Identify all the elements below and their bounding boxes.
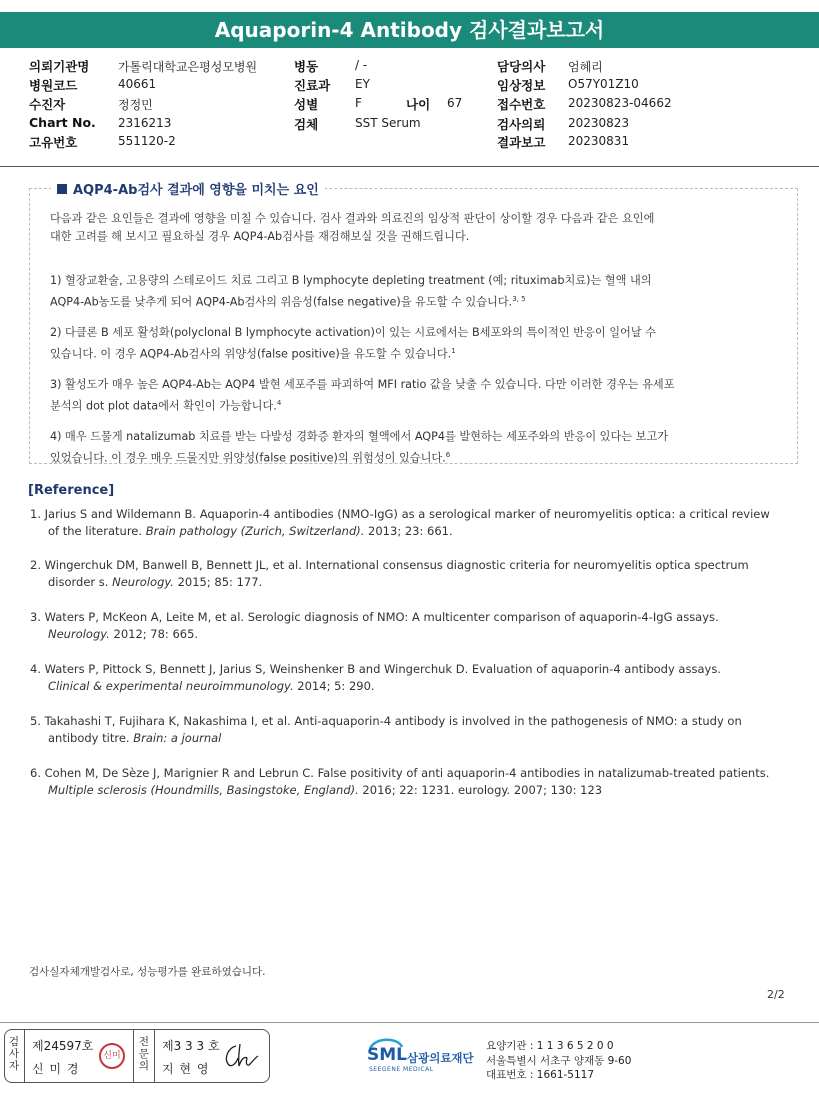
reference-tail: 2012; 78: 665. xyxy=(109,627,199,641)
reference-journal: Brain: a journal xyxy=(133,731,222,745)
specialist-license: 제3 3 3 호 xyxy=(162,1039,220,1053)
reference-item xyxy=(30,661,800,695)
header-label: 고유번호 xyxy=(29,135,78,150)
header-value: 2316213 xyxy=(118,116,172,130)
stamp-label-char: 사 xyxy=(8,1048,20,1060)
header-value: 20230823-04662 xyxy=(568,96,672,110)
sml-brand: SML xyxy=(367,1045,407,1065)
factor-line xyxy=(50,446,790,468)
reference-source xyxy=(30,523,800,540)
institution-address: 서울특별시 서초구 양재동 9-60 xyxy=(486,1055,632,1067)
factor-line xyxy=(50,428,790,446)
factor-line xyxy=(50,272,790,290)
header-value: 40661 xyxy=(118,77,157,91)
reference-tail: 2015; 85: 177. xyxy=(173,575,263,589)
factor-line xyxy=(50,290,790,312)
reference-tail: 2016; 22: 1231. eurology. 2007; 130: 123 xyxy=(358,783,603,797)
sml-subtext: SEEGENE MEDICAL xyxy=(369,1066,434,1073)
tester-seal: 신미 xyxy=(99,1043,125,1069)
specialist-name: 지 현 영 xyxy=(162,1062,210,1076)
reference-source xyxy=(30,782,800,799)
header-value: 551120-2 xyxy=(118,134,176,148)
reference-journal: Brain pathology (Zurich, Switzerland). xyxy=(145,524,365,538)
intro-line: 다음과 같은 요인들은 결과에 영향을 미칠 수 있습니다. 검사 결과와 의료진의 임상적 판단이 상이할 경우 다음과 같은 요인에 xyxy=(50,212,655,225)
page-number: 2/2 xyxy=(767,988,785,1001)
header-label: 병원코드 xyxy=(29,78,78,93)
header-label: 접수번호 xyxy=(497,97,546,112)
header-value: / - xyxy=(355,58,368,72)
age-value: 67 xyxy=(447,96,463,110)
tester-license: 제24597호 xyxy=(32,1039,94,1053)
factor-text: 2) 다클론 B 세포 활성화(polyclonal B lymphocyte activation)이 있는 시료에서는 B세포와의 특이적인 반응이 일어날 수 xyxy=(50,326,656,339)
age-label: 나이 xyxy=(406,97,431,112)
reference-item xyxy=(30,713,800,747)
square-bullet-icon xyxy=(57,184,67,194)
stamp-divider xyxy=(154,1029,155,1082)
specialist-label xyxy=(137,1036,151,1072)
header-label: 의뢰기관명 xyxy=(29,59,90,74)
stamp-divider xyxy=(24,1029,25,1082)
header-divider xyxy=(0,166,819,167)
reference-item xyxy=(30,557,800,591)
reference-line: 2. Wingerchuk DM, Banwell B, Bennett JL, et al. International consensus diagnostic criteria for neuromyelitis optica spectrum xyxy=(30,558,749,572)
institution-phone: 대표번호 : 1661-5117 xyxy=(486,1069,595,1081)
performance-note: 검사실자체개발검사로, 성능평가를 완료하였습니다. xyxy=(29,966,266,978)
header-label: 수진자 xyxy=(29,97,66,112)
header-label: 성별 xyxy=(294,97,319,112)
reference-journal: Neurology. xyxy=(112,575,174,589)
reference-tail: 2014; 5: 290. xyxy=(293,679,375,693)
reference-line: 1. Jarius S and Wildemann B. Aquaporin-4 antibodies (NMO-IgG) as a serological marker of neuromyelitis optica: a critical review xyxy=(30,507,770,521)
footer-divider xyxy=(0,1022,819,1023)
stamp-label-char: 자 xyxy=(8,1060,20,1072)
header-label: 검체 xyxy=(294,117,319,132)
reference-line: 4. Waters P, Pittock S, Bennett J, Jarius S, Weinshenker B and Wingerchuk D. Evaluation of aquaporin-4 antibody assays. xyxy=(30,662,721,676)
factor-text: 1) 혈장교환술, 고용량의 스테로이드 치료 그리고 B lymphocyte depleting treatment (예; rituximab치료)는 혈액 내의 xyxy=(50,274,652,287)
header-value: 정정민 xyxy=(118,98,153,112)
reference-line: 6. Cohen M, De Sèze J, Marignier R and Lebrun C. False positivity of anti aquaporin-4 antibodies in natalizumab-treated patients. xyxy=(30,766,770,780)
intro-line: 대한 고려를 해 보시고 필요하실 경우 AQP4-Ab검사를 재검해보실 것을 권해드립니다. xyxy=(50,230,470,243)
header-label: 담당의사 xyxy=(497,59,546,74)
factor-text: 분석의 dot plot data에서 확인이 가능합니다. xyxy=(50,399,277,413)
header-label: 임상정보 xyxy=(497,78,546,93)
reference-item xyxy=(30,506,800,540)
factors-heading: AQP4-Ab검사 결과에 영향을 미치는 요인 xyxy=(51,179,325,198)
reference-source xyxy=(30,626,800,643)
reference-cont: disorder s. xyxy=(48,575,113,589)
reference-journal: Neurology. xyxy=(48,627,110,641)
factor-text: 있습니다. 이 경우 AQP4-Ab검사의 위양성(false positive)을 유도할 수 있습니다. xyxy=(50,347,452,361)
reference-journal: Multiple sclerosis (Houndmills, Basingstoke, England). xyxy=(48,783,359,797)
stamp-divider xyxy=(133,1029,134,1082)
reference-source xyxy=(30,730,800,747)
factor-line xyxy=(50,394,790,416)
reference-item xyxy=(30,609,800,643)
specialist-signature xyxy=(222,1040,260,1070)
header-value: 엄혜리 xyxy=(568,60,603,74)
reference-tail: 2013; 23: 661. xyxy=(364,524,453,538)
citation-sup: 3, 5 xyxy=(512,295,526,303)
reference-line: 3. Waters P, McKeon A, Leite M, et al. Serologic diagnosis of NMO: A multicenter comparison of aquaporin-4-IgG assays. xyxy=(30,610,719,624)
reference-heading: [Reference] xyxy=(28,483,115,498)
header-label: Chart No. xyxy=(29,115,96,130)
header-label: 결과보고 xyxy=(497,135,546,150)
tester-name: 신 미 경 xyxy=(32,1062,80,1076)
reference-item xyxy=(30,765,800,799)
header-value: SST Serum xyxy=(355,116,421,130)
header-value: F xyxy=(355,96,362,110)
header-label: 병동 xyxy=(294,59,319,74)
institution-code: 요양기관 : 1 1 3 6 5 2 0 0 xyxy=(486,1040,614,1052)
institution-name: 삼광의료재단 xyxy=(407,1051,474,1065)
header-value: 20230823 xyxy=(568,116,630,130)
citation-sup: 4 xyxy=(276,399,282,407)
reference-line: 5. Takahashi T, Fujihara K, Nakashima I, et al. Anti-aquaporin-4 antibody is involved in the pathogenesis of NMO: a study on xyxy=(30,714,742,728)
reference-cont: antibody titre. xyxy=(48,731,134,745)
stamp-label-char: 전 xyxy=(138,1036,150,1048)
citation-sup: 6 xyxy=(445,451,451,459)
tester-label xyxy=(7,1036,21,1072)
header-value: 20230831 xyxy=(568,134,630,148)
header-value: O57Y01Z10 xyxy=(568,77,639,91)
reference-journal: Clinical & experimental neuroimmunology. xyxy=(48,679,294,693)
factor-text: 4) 매우 드물게 natalizumab 치료를 받는 다발성 경화증 환자의 혈액에서 AQP4를 발현하는 세포주와의 반응이 있다는 보고가 xyxy=(50,430,669,443)
header-value: 가톨릭대학교은평성모병원 xyxy=(118,60,258,74)
factor-text: 있었습니다. 이 경우 매우 드물지만 위양성(false positive)의 위험성이 있습니다. xyxy=(50,451,446,465)
factor-line xyxy=(50,342,790,364)
stamp-label-char: 검 xyxy=(8,1036,20,1048)
factor-text: AQP4-Ab농도를 낮추게 되어 AQP4-Ab검사의 위음성(false negative)을 유도할 수 있습니다. xyxy=(50,295,513,309)
header-value: EY xyxy=(355,77,370,91)
reference-cont: of the literature. xyxy=(48,524,146,538)
reference-source xyxy=(30,574,800,591)
reference-source xyxy=(30,678,800,695)
stamp-label-char: 문 xyxy=(138,1048,150,1060)
header-label: 검사의뢰 xyxy=(497,117,546,132)
report-title: Aquaporin-4 Antibody 검사결과보고서 xyxy=(0,12,819,48)
factor-line xyxy=(50,376,790,394)
header-label: 진료과 xyxy=(294,78,331,93)
factor-text: 3) 활성도가 매우 높은 AQP4-Ab는 AQP4 발현 세포주를 파괴하여 MFI ratio 값을 낮출 수 있습니다. 다만 이러한 경우는 유세포 xyxy=(50,378,675,391)
stamp-label-char: 의 xyxy=(138,1060,150,1072)
factor-line xyxy=(50,324,790,342)
citation-sup: 1 xyxy=(451,347,456,355)
